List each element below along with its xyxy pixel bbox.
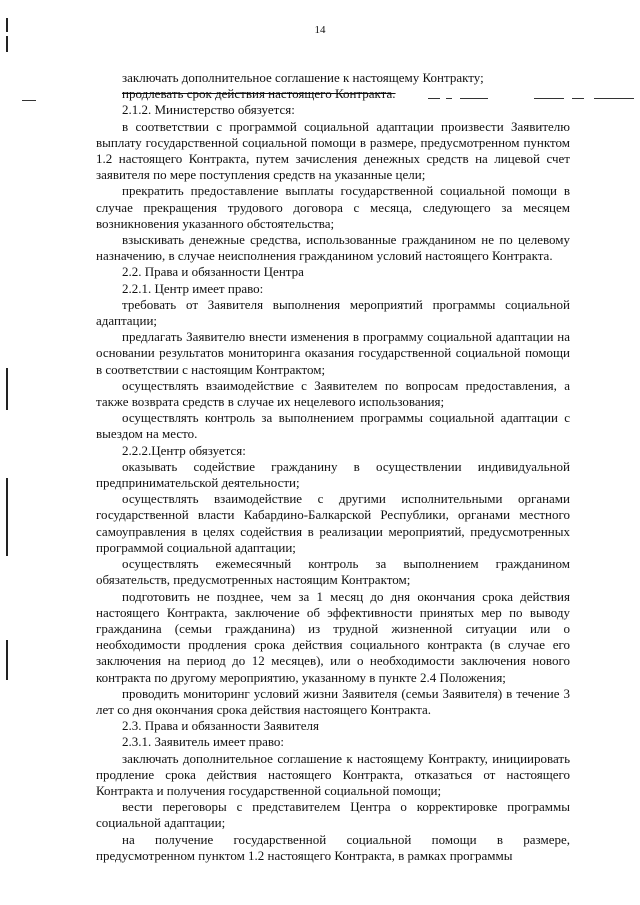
paragraph: на получение государственной социальной помощи в размере, предусмотренном пунктом 1.2 настоящего Контракта, в рамках программы [96,831,570,863]
section-heading: 2.2. Права и обязанности Центра [122,264,304,280]
section-heading: 2.1.2. Министерство обязуется: [122,102,295,118]
paragraph: осуществлять контроль за выполнением программы социальной адаптации с выездом на место. [96,410,570,442]
paragraph: вести переговоры с представителем Центра о корректировке программы социальной адаптации; [96,799,570,831]
paragraph: осуществлять взаимодействие с Заявителем по вопросам предоставления, а также возврата средств в случае их нецелевого использования; [96,377,570,410]
page-number: 14 [314,24,326,36]
document-body [96,70,570,864]
paragraph: заключать дополнительное соглашение к настоящему Контракту; [122,70,484,85]
section-heading: 2.2.1. Центр имеет право: [122,280,264,296]
section-heading: 2.3. Права и обязанности Заявителя [122,718,319,734]
paragraph: предлагать Заявителю внести изменения в программу социальной адаптации на основании результатов мониторинга оказания государственной социальной помощи в соответствии с настоящим Контрактом; [96,329,570,377]
paragraph: подготовить не позднее, чем за 1 месяц до дня окончания срока действия настоящего Контракта, заключение об эффективности принятых мер по выводу гражданина (семьи гражданина) из трудной жизненной ситуации или о необходимости продления срока действия социального контракта (в случае его заключения на период до 12 месяцев), или о необходимости заключения нового контракта по другому мероприятию, указанному в пункте 2.4 Положения; [96,588,570,685]
scan-dash [594,98,634,99]
paragraph: осуществлять ежемесячный контроль за выполнением гражданином обязательств, предусмотренных настоящим Контрактом; [96,556,570,588]
paragraph: в соответствии с программой социальной адаптации произвести Заявителю выплату государственной социальной помощи в размере, предусмотренном пунктом 1.2 настоящего Контракта, путем зачисления денежных средств на лицевой счет заявителя по мере поступления средств на указанные цели; [96,118,570,183]
paragraph: требовать от Заявителя выполнения мероприятий программы социальной адаптации; [96,296,570,329]
section-heading: 2.3.1. Заявитель имеет право: [122,734,285,750]
paragraph: взыскивать денежные средства, использованные гражданином не по целевому назначению, в случае неисполнения гражданином условий настоящего Контракта. [96,232,570,264]
scan-edge-mark [6,478,8,556]
scan-edge-mark [6,368,8,410]
paragraph: осуществлять взаимодействие с другими исполнительными органами государственной власти Кабардино-Балкарской Республики, органами местного самоуправления в целях содействия в реализации мероприятий, предусмотренных программой социальной адаптации; [96,491,570,555]
scan-dash [22,100,36,101]
paragraph: проводить мониторинг условий жизни Заявителя (семьи Заявителя) в течение 3 лет со дня окончания срока действия настоящего Контракта. [96,685,570,717]
scan-dash [572,98,584,99]
scan-edge-mark [6,640,8,680]
paragraph: прекратить предоставление выплаты государственной социальной помощи в случае прекращения трудового договора с месяца, следующего за месяцем возникновения указанного обстоятельства; [96,183,570,231]
section-heading: 2.2.2.Центр обязуется: [122,442,246,458]
scan-edge-mark [6,36,8,52]
paragraph: заключать дополнительное соглашение к настоящему Контракту, инициировать продление срока действия настоящего Контракта, отказаться от настоящего Контракта и получения государственной социальной помощи; [96,750,570,798]
paragraph: оказывать содействие гражданину в осуществлении индивидуальной предпринимательской деятельности; [96,458,570,491]
paragraph: продлевать срок действия настоящего Контракта. [122,86,396,102]
